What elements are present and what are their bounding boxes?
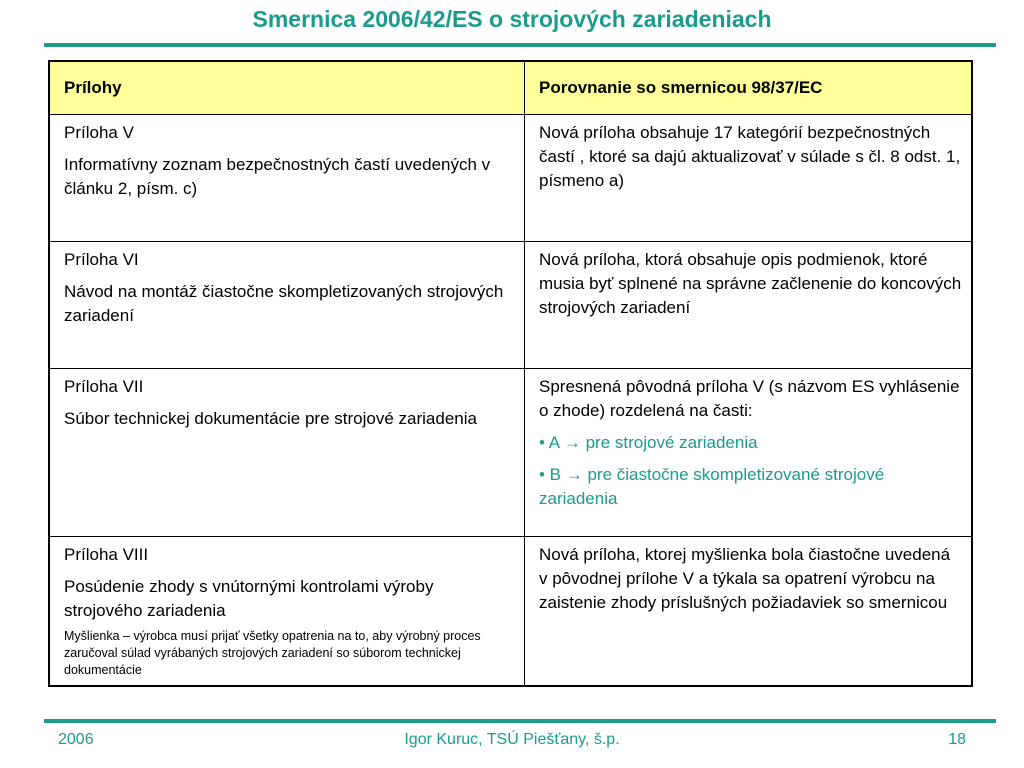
bullet-part-a: • A → pre strojové zariadenia: [539, 433, 758, 452]
comparison-cell: [525, 115, 973, 242]
comparison-cell: [525, 242, 973, 369]
annex-description: Posúdenie zhody s vnútornými kontrolami výroby strojového zariadenia: [64, 577, 434, 620]
annex-cell: [49, 537, 525, 687]
top-divider: [44, 43, 996, 47]
annex-comparison-table: [48, 60, 973, 687]
table-row: [49, 242, 972, 369]
annex-note: Myšlienka – výrobca musí prijať všetky opatrenia na to, aby výrobný proces zaručoval súlad vyrábaných strojových zariadení so súborom technickej dokumentácie: [64, 629, 481, 677]
comparison-cell: [525, 369, 973, 537]
annex-title: Príloha VIII: [64, 545, 149, 564]
comparison-text: Spresnená pôvodná príloha V (s názvom ES vyhlásenie o zhode) rozdelená na časti:: [539, 377, 960, 420]
footer-year: 2006: [58, 731, 94, 748]
table-header-row: [49, 61, 972, 115]
annex-description: Návod na montáž čiastočne skompletizovaných strojových zariadení: [64, 282, 504, 325]
table-row: [49, 115, 972, 242]
annex-cell: [49, 115, 525, 242]
annex-description: Informatívny zoznam bezpečnostných častí uvedených v článku 2, písm. c): [64, 155, 491, 198]
header-annexes: Prílohy: [49, 61, 525, 115]
page-number: 18: [948, 731, 966, 748]
annex-title: Príloha VI: [64, 250, 139, 269]
table-row: [49, 537, 972, 687]
bullet-part-b: • B → pre čiastočne skompletizované strojové zariadenia: [539, 465, 885, 508]
comparison-cell: [525, 537, 973, 687]
header-comparison: Porovnanie so smernicou 98/37/EC: [525, 61, 973, 115]
table-row: [49, 369, 972, 537]
comparison-text: Nová príloha, ktorá obsahuje opis podmienok, ktoré musia byť splnené na správne začlenenie do koncových strojových zariadení: [539, 250, 962, 317]
slide-title: Smernica 2006/42/ES o strojových zariadeniach: [252, 6, 772, 32]
comparison-text: Nová príloha obsahuje 17 kategórií bezpečnostných častí , ktoré sa dajú aktualizovať v súlade s čl. 8 odst. 1, písmeno a): [539, 123, 961, 190]
annex-cell: [49, 369, 525, 537]
footer-author: Igor Kuruc, TSÚ Piešťany, š.p.: [404, 731, 620, 748]
annex-title: Príloha V: [64, 123, 134, 142]
bottom-divider: [44, 719, 996, 723]
annex-description: Súbor technickej dokumentácie pre strojové zariadenia: [64, 409, 477, 428]
comparison-text: Nová príloha, ktorej myšlienka bola čiastočne uvedená v pôvodnej prílohe V a týkala sa opatrení výrobcu na zaistenie zhody príslušných požiadaviek so smernicou: [539, 545, 951, 612]
annex-cell: [49, 242, 525, 369]
annex-title: Príloha VII: [64, 377, 144, 396]
